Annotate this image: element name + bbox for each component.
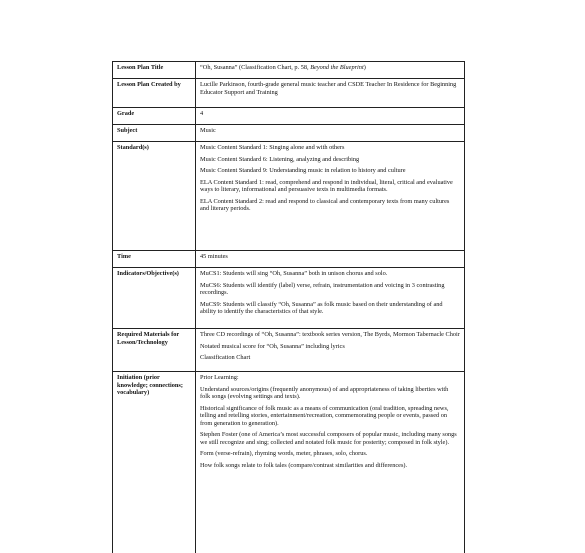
initiation-item: Form (verse-refrain), rhyming words, meter, phrases, solo, chorus. — [200, 450, 368, 458]
label-lesson-plan-title: Lesson Plan Title — [113, 62, 196, 79]
initiation-item: Understand sources/origins (frequently anonymous) of and appropriateness of taking liberties with folk songs (evolving settings and texts). — [200, 385, 449, 401]
value-initiation — [196, 372, 465, 553]
label-materials: Required Materials for Lesson/Technology — [113, 329, 196, 372]
value-indicators — [196, 268, 465, 329]
indicator-item: MuCS9: Students will classify “Oh, Susanna” as folk music based on their understanding of and ability to identify the characteristics of that style. — [200, 300, 443, 316]
lesson-plan-table — [112, 61, 465, 553]
row-subject — [113, 125, 465, 142]
label-indicators: Indicators/Objective(s) — [113, 268, 196, 329]
label-subject: Subject — [113, 125, 196, 142]
value-materials — [196, 329, 465, 372]
material-item: Notated musical score for “Oh, Susanna” including lyrics — [200, 342, 345, 350]
value-time: 45 minutes — [196, 251, 465, 268]
row-standards — [113, 142, 465, 251]
label-grade: Grade — [113, 108, 196, 125]
initiation-item: Stephen Foster (one of America’s most successful composers of popular music, including many songs we still recognize and sing; collected and notated folk music for posterity; composed in folk style). — [200, 431, 457, 446]
label-time: Time — [113, 251, 196, 268]
initiation-item: How folk songs relate to folk tales (compare/contrast similarities and differences). — [200, 461, 408, 469]
indicator-item: MuCS1: Students will sing “Oh, Susanna” both in unison chorus and solo. — [200, 270, 388, 277]
label-initiation: Initiation (prior knowledge; connections; vocabulary) — [113, 372, 196, 553]
standard-item: Music Content Standard 1: Singing alone and with others — [200, 144, 345, 151]
row-time — [113, 251, 465, 268]
value-grade: 4 — [196, 108, 465, 125]
row-materials — [113, 329, 465, 372]
row-lesson-plan-title — [113, 62, 465, 79]
value-created-by: Lucille Parkinson, fourth-grade general music teacher and CSDE Teacher In Residence for Beginning Educator Support and Training — [196, 79, 465, 108]
value-standards — [196, 142, 465, 251]
label-standards: Standard(s) — [113, 142, 196, 251]
value-lesson-plan-title — [196, 62, 465, 79]
label-created-by: Lesson Plan Created by — [113, 79, 196, 108]
row-indicators — [113, 268, 465, 329]
title-text-suffix: ) — [363, 64, 366, 71]
title-text-italic: Beyond the Blueprint — [310, 64, 364, 71]
row-initiation — [113, 372, 465, 553]
standard-item: ELA Content Standard 1: read, comprehend and respond in individual, literal, critical and evaluative ways to literary, informational and persuasive texts in multimedia formats. — [200, 178, 453, 194]
standard-item: Music Content Standard 6: Listening, analyzing and describing — [200, 155, 360, 163]
initiation-item: Prior Learning: — [200, 374, 239, 381]
row-created-by — [113, 79, 465, 108]
material-item: Classification Chart — [200, 354, 251, 362]
material-item: Three CD recordings of “Oh, Susanna”: textbook series version, The Byrds, Mormon Tabernacle Choir — [200, 331, 460, 338]
standard-item: ELA Content Standard 2: read and respond to classical and contemporary texts from many cultures and literary periods. — [200, 197, 450, 213]
title-text-prefix: “Oh, Susanna” (Classification Chart, p. 58, — [200, 64, 311, 71]
standard-item: Music Content Standard 9: Understanding music in relation to history and culture — [200, 167, 406, 175]
value-subject: Music — [196, 125, 465, 142]
row-grade — [113, 108, 465, 125]
indicator-item: MuCS6: Students will identify (label) verse, refrain, instrumentation and voicing in 3 contrasting recordings. — [200, 281, 445, 297]
initiation-item: Historical significance of folk music as a means of communication (oral tradition, spreading news, telling and retelling stories, entertainment/recreation, commemorating people or events, passed on from generation to generation). — [200, 404, 449, 427]
